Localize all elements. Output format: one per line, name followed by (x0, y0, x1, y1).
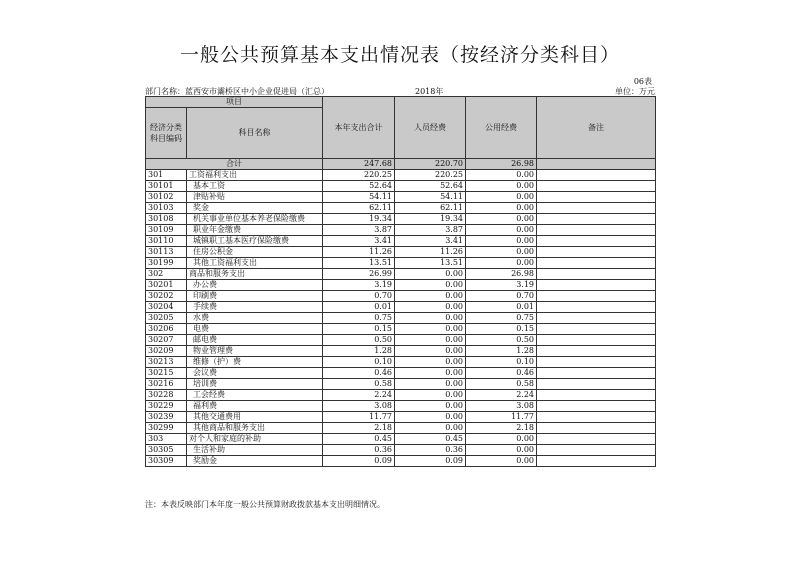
row-remark (537, 192, 656, 203)
row-personnel: 3.87 (395, 225, 466, 236)
row-code: 30207 (146, 335, 187, 346)
footnote: 注：本表反映部门本年度一般公共预算财政拨款基本支出明细情况。 (145, 500, 385, 509)
table-row (146, 181, 656, 192)
row-public: 0.00 (466, 236, 537, 247)
row-code: 301 (146, 170, 187, 181)
table-row (146, 192, 656, 203)
row-name: 奖金 (187, 203, 323, 214)
row-public: 0.75 (466, 313, 537, 324)
row-public: 0.70 (466, 291, 537, 302)
table-row (146, 434, 656, 445)
row-code: 30108 (146, 214, 187, 225)
row-code: 30110 (146, 236, 187, 247)
row-name: 其他商品和服务支出 (187, 423, 323, 434)
row-name: 会议费 (187, 368, 323, 379)
row-total: 0.58 (323, 379, 395, 390)
row-personnel: 0.00 (395, 291, 466, 302)
row-public: 0.00 (466, 445, 537, 456)
row-remark (537, 335, 656, 346)
row-remark (537, 225, 656, 236)
total-remark (537, 159, 656, 170)
row-personnel: 11.26 (395, 247, 466, 258)
row-remark (537, 236, 656, 247)
row-public: 0.00 (466, 247, 537, 258)
table-row (146, 357, 656, 368)
project-header: 项目 (146, 97, 323, 108)
row-remark (537, 313, 656, 324)
row-personnel: 0.00 (395, 346, 466, 357)
remark-header: 备注 (537, 97, 656, 159)
row-personnel: 0.00 (395, 423, 466, 434)
table-row (146, 423, 656, 434)
row-total: 3.41 (323, 236, 395, 247)
row-public: 2.24 (466, 390, 537, 401)
total-label: 合计 (146, 159, 323, 170)
expenditure-table (145, 96, 656, 467)
table-row (146, 324, 656, 335)
code-header: 经济分类科目编码 (146, 108, 187, 159)
row-code: 30205 (146, 313, 187, 324)
public-header: 公用经费 (466, 97, 537, 159)
row-public: 0.46 (466, 368, 537, 379)
table-row (146, 346, 656, 357)
row-code: 30215 (146, 368, 187, 379)
row-name: 物业管理费 (187, 346, 323, 357)
row-name: 奖励金 (187, 456, 323, 467)
row-remark (537, 214, 656, 225)
row-total: 0.36 (323, 445, 395, 456)
row-remark (537, 247, 656, 258)
row-public: 0.00 (466, 170, 537, 181)
row-name: 对个人和家庭的补助 (187, 434, 323, 445)
total-row (146, 159, 656, 170)
row-remark (537, 445, 656, 456)
row-public: 11.77 (466, 412, 537, 423)
row-total: 0.10 (323, 357, 395, 368)
table-row (146, 412, 656, 423)
row-name: 津贴补贴 (187, 192, 323, 203)
row-name: 城镇职工基本医疗保险缴费 (187, 236, 323, 247)
row-code: 30199 (146, 258, 187, 269)
row-personnel: 19.34 (395, 214, 466, 225)
row-remark (537, 423, 656, 434)
row-public: 0.00 (466, 214, 537, 225)
personnel-header: 人员经费 (395, 97, 466, 159)
table-row (146, 313, 656, 324)
row-total: 0.75 (323, 313, 395, 324)
row-code: 30209 (146, 346, 187, 357)
table-row (146, 236, 656, 247)
row-personnel: 13.51 (395, 258, 466, 269)
row-personnel: 0.00 (395, 324, 466, 335)
table-row (146, 368, 656, 379)
total-amount: 247.68 (323, 159, 395, 170)
row-name: 办公费 (187, 280, 323, 291)
row-personnel: 0.00 (395, 401, 466, 412)
table-row (146, 302, 656, 313)
row-name: 住房公积金 (187, 247, 323, 258)
row-remark (537, 368, 656, 379)
row-code: 302 (146, 269, 187, 280)
row-name: 其他交通费用 (187, 412, 323, 423)
row-total: 0.01 (323, 302, 395, 313)
row-code: 30299 (146, 423, 187, 434)
row-total: 2.24 (323, 390, 395, 401)
row-total: 0.45 (323, 434, 395, 445)
row-remark (537, 412, 656, 423)
row-remark (537, 280, 656, 291)
row-name: 商品和服务支出 (187, 269, 323, 280)
table-row (146, 214, 656, 225)
row-remark (537, 258, 656, 269)
row-code: 30204 (146, 302, 187, 313)
budget-year: 2018年 (415, 87, 444, 96)
table-row (146, 401, 656, 412)
row-total: 0.50 (323, 335, 395, 346)
row-public: 3.19 (466, 280, 537, 291)
row-personnel: 0.00 (395, 412, 466, 423)
row-name: 印刷费 (187, 291, 323, 302)
row-total: 11.26 (323, 247, 395, 258)
row-remark (537, 170, 656, 181)
row-public: 0.50 (466, 335, 537, 346)
row-personnel: 0.00 (395, 280, 466, 291)
row-personnel: 0.00 (395, 357, 466, 368)
row-name: 职业年金缴费 (187, 225, 323, 236)
table-row (146, 456, 656, 467)
row-personnel: 0.00 (395, 335, 466, 346)
row-code: 30309 (146, 456, 187, 467)
row-personnel: 62.11 (395, 203, 466, 214)
total-personnel: 220.70 (395, 159, 466, 170)
row-public: 0.15 (466, 324, 537, 335)
row-code: 30213 (146, 357, 187, 368)
department-name: 部门名称：蓝西安市灞桥区中小企业促进局（汇总） (145, 87, 329, 96)
total-public: 26.98 (466, 159, 537, 170)
row-code: 30113 (146, 247, 187, 258)
row-code: 303 (146, 434, 187, 445)
row-total: 19.34 (323, 214, 395, 225)
table-code: 06表 (633, 77, 652, 86)
row-personnel: 0.00 (395, 368, 466, 379)
row-name: 生活补助 (187, 445, 323, 456)
table-row (146, 247, 656, 258)
row-personnel: 220.25 (395, 170, 466, 181)
row-public: 2.18 (466, 423, 537, 434)
row-code: 30228 (146, 390, 187, 401)
total-header: 本年支出合计 (323, 97, 395, 159)
table-row (146, 225, 656, 236)
row-remark (537, 346, 656, 357)
row-personnel: 0.00 (395, 390, 466, 401)
table-row (146, 390, 656, 401)
row-code: 30202 (146, 291, 187, 302)
table-row (146, 335, 656, 346)
row-remark (537, 203, 656, 214)
table-row (146, 203, 656, 214)
row-code: 30103 (146, 203, 187, 214)
table-row (146, 280, 656, 291)
row-personnel: 52.64 (395, 181, 466, 192)
row-public: 0.00 (466, 434, 537, 445)
row-public: 0.00 (466, 203, 537, 214)
row-total: 26.99 (323, 269, 395, 280)
row-remark (537, 357, 656, 368)
row-public: 26.98 (466, 269, 537, 280)
row-code: 30109 (146, 225, 187, 236)
row-remark (537, 434, 656, 445)
row-code: 30229 (146, 401, 187, 412)
row-public: 0.58 (466, 379, 537, 390)
row-name: 培训费 (187, 379, 323, 390)
row-total: 3.19 (323, 280, 395, 291)
row-total: 220.25 (323, 170, 395, 181)
table-row (146, 170, 656, 181)
table-row (146, 291, 656, 302)
row-total: 62.11 (323, 203, 395, 214)
row-remark (537, 324, 656, 335)
row-remark (537, 181, 656, 192)
row-total: 11.77 (323, 412, 395, 423)
row-personnel: 0.00 (395, 379, 466, 390)
table-row (146, 269, 656, 280)
row-total: 0.46 (323, 368, 395, 379)
row-name: 工资福利支出 (187, 170, 323, 181)
row-name: 工会经费 (187, 390, 323, 401)
row-total: 3.08 (323, 401, 395, 412)
name-header: 科目名称 (187, 108, 323, 159)
row-public: 0.10 (466, 357, 537, 368)
row-public: 1.28 (466, 346, 537, 357)
row-name: 基本工资 (187, 181, 323, 192)
row-remark (537, 456, 656, 467)
row-code: 30102 (146, 192, 187, 203)
page-title: 一般公共预算基本支出情况表（按经济分类科目） (179, 44, 620, 66)
row-personnel: 0.09 (395, 456, 466, 467)
unit-label: 单位：万元 (615, 87, 655, 96)
row-public: 3.08 (466, 401, 537, 412)
row-remark (537, 302, 656, 313)
row-remark (537, 291, 656, 302)
row-remark (537, 390, 656, 401)
row-total: 52.64 (323, 181, 395, 192)
row-name: 电费 (187, 324, 323, 335)
row-public: 0.00 (466, 192, 537, 203)
row-name: 维修（护）费 (187, 357, 323, 368)
table-row (146, 258, 656, 269)
row-code: 30216 (146, 379, 187, 390)
row-total: 2.18 (323, 423, 395, 434)
row-total: 1.28 (323, 346, 395, 357)
row-name: 邮电费 (187, 335, 323, 346)
row-public: 0.00 (466, 456, 537, 467)
row-total: 13.51 (323, 258, 395, 269)
row-personnel: 0.45 (395, 434, 466, 445)
row-public: 0.00 (466, 225, 537, 236)
row-personnel: 0.00 (395, 269, 466, 280)
row-name: 水费 (187, 313, 323, 324)
row-personnel: 0.36 (395, 445, 466, 456)
row-public: 0.00 (466, 258, 537, 269)
row-name: 机关事业单位基本养老保险缴费 (187, 214, 323, 225)
row-total: 0.70 (323, 291, 395, 302)
row-name: 手续费 (187, 302, 323, 313)
row-total: 54.11 (323, 192, 395, 203)
row-personnel: 54.11 (395, 192, 466, 203)
table-row (146, 445, 656, 456)
row-name: 其他工资福利支出 (187, 258, 323, 269)
row-public: 0.00 (466, 181, 537, 192)
row-total: 0.15 (323, 324, 395, 335)
row-remark (537, 379, 656, 390)
row-code: 30201 (146, 280, 187, 291)
row-personnel: 0.00 (395, 302, 466, 313)
row-remark (537, 401, 656, 412)
row-personnel: 0.00 (395, 313, 466, 324)
row-code: 30239 (146, 412, 187, 423)
row-code: 30206 (146, 324, 187, 335)
row-personnel: 3.41 (395, 236, 466, 247)
row-code: 30305 (146, 445, 187, 456)
row-name: 福利费 (187, 401, 323, 412)
row-code: 30101 (146, 181, 187, 192)
row-public: 0.01 (466, 302, 537, 313)
row-remark (537, 269, 656, 280)
row-total: 3.87 (323, 225, 395, 236)
row-total: 0.09 (323, 456, 395, 467)
table-row (146, 379, 656, 390)
